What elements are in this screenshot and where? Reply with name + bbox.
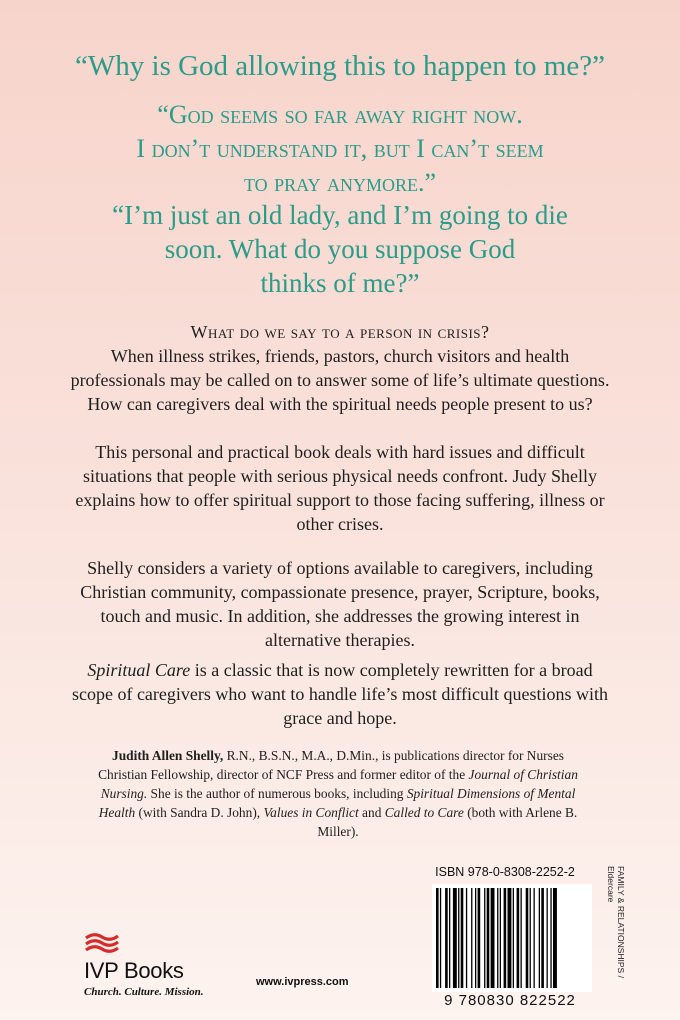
journal-title: Journal of Christian Nursing. — [100, 767, 578, 801]
isbn-label: ISBN 978-0-8308-2252-2 — [435, 865, 575, 879]
barcode-bars — [432, 884, 592, 992]
quote-line: I don’t understand it, but I can’t seem — [136, 134, 544, 163]
quote-line: “I’m just an old lady, and I’m going to die — [112, 200, 568, 230]
quote-line: to pray anymore.” — [243, 168, 437, 197]
bio-text: R.N., B.S.N., M.A., D.Min., is publications director for Nurses Christian Fellowship, director of NCF Press and former editor of the — [98, 748, 564, 782]
author-bio — [88, 746, 588, 841]
quote-god-far-away — [0, 98, 680, 200]
barcode-number: 9 780830 822522 — [444, 992, 576, 1009]
description-paragraph: This personal and practical book deals with hard issues and difficult situations that people with serious physical needs confront. Judy Shelly explains how to offer spiritual support to those facing suffering, illness or other crises. — [75, 442, 605, 534]
publisher-name: IVP Books — [84, 958, 184, 983]
book-title-2: Values in Conflict — [263, 805, 359, 820]
quote-line: “God seems so far away right now. — [157, 100, 523, 129]
classic-text: is a classic that is now completely rewritten for a broad scope of caregivers who want to handle life’s most difficult questions with grace and hope. — [71, 660, 609, 728]
category-line: FAMILY & RELATIONSHIPS / — [616, 866, 626, 978]
bio-text: She is the author of numerous books, including — [147, 786, 407, 801]
intro-paragraph — [70, 320, 610, 416]
bio-text: (both with Arlene B. Miller). — [317, 805, 578, 839]
intro-lead: What do we say to a person in crisis? — [190, 322, 490, 342]
classic-paragraph — [70, 658, 610, 730]
category-line: Eldercare — [606, 866, 616, 903]
book-title-1: Spiritual Dimensions of Mental Health — [98, 786, 576, 820]
quote-line: soon. What do you suppose God — [164, 234, 516, 264]
book-title: Spiritual Care — [87, 660, 191, 680]
quote-line: thinks of me?” — [260, 268, 420, 298]
intro-text: When illness strikes, friends, pastors, church visitors and health professionals may be called on to answer some of life’s ultimate questions. How can caregivers deal with the spiritual needs people present to us? — [70, 346, 610, 414]
quote-why-god: “Why is God allowing this to happen to me?” — [75, 50, 605, 82]
category-label — [604, 866, 634, 986]
ivp-books-logo — [84, 932, 204, 1002]
bio-text: and — [358, 805, 385, 820]
author-name: Judith Allen Shelly, — [112, 748, 224, 763]
bio-text: (with Sandra D. John), — [135, 805, 264, 820]
flag-icon — [84, 932, 124, 958]
barcode — [432, 884, 592, 992]
publisher-tagline: Church. Culture. Mission. — [84, 986, 204, 998]
quote-old-lady — [0, 198, 680, 300]
options-paragraph: Shelly considers a variety of options available to caregivers, including Christian community, compassionate presence, prayer, Scripture, books, touch and music. In addition, she addresses the growing interest in alternative therapies. — [80, 558, 600, 650]
book-title-3: Called to Care — [384, 805, 464, 820]
publisher-url: www.ivpress.com — [256, 976, 349, 988]
